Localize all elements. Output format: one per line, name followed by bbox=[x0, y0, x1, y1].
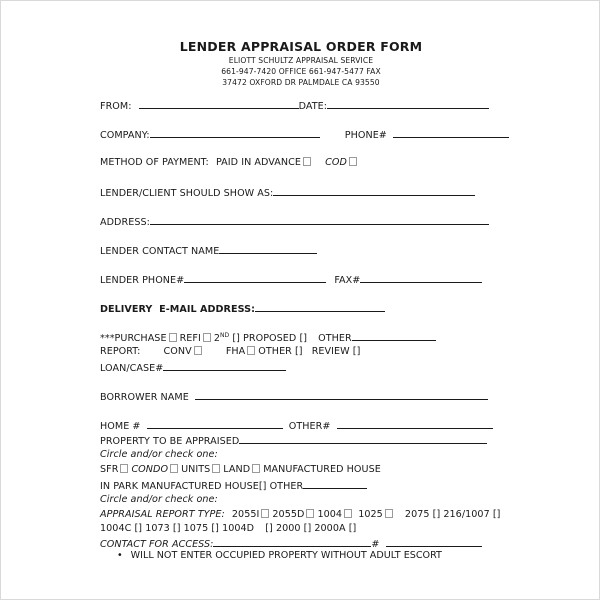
units-label: UNITS bbox=[181, 464, 211, 475]
report-label: REPORT: bbox=[100, 346, 141, 357]
type-1075-checkbox[interactable]: [] bbox=[211, 523, 219, 534]
delivery-email-field[interactable] bbox=[255, 302, 385, 312]
other-num-field[interactable] bbox=[337, 419, 493, 429]
manufactured-label: MANUFACTURED HOUSE bbox=[263, 464, 381, 475]
type-1004c-checkbox[interactable]: [] bbox=[134, 523, 143, 534]
type-1004-checkbox[interactable] bbox=[344, 509, 352, 518]
company-address: 37472 OXFORD DR PALMDALE CA 93550 bbox=[222, 78, 380, 87]
condo-checkbox[interactable] bbox=[170, 464, 178, 473]
in-park-row bbox=[100, 479, 367, 492]
escort-note-text: WILL NOT ENTER OCCUPIED PROPERTY WITHOUT ADULT ESCORT bbox=[130, 550, 442, 561]
purchase-checkbox[interactable] bbox=[169, 333, 177, 342]
address-field[interactable] bbox=[150, 215, 489, 225]
lender-phone-fax-row bbox=[100, 273, 482, 286]
review-checkbox[interactable]: [] bbox=[352, 346, 361, 357]
second-checkbox[interactable]: [] bbox=[232, 333, 240, 344]
second-sup: ND bbox=[220, 331, 230, 339]
fax-field[interactable] bbox=[360, 273, 482, 283]
type-2000-checkbox[interactable]: [] bbox=[303, 523, 312, 534]
company-label: COMPANY: bbox=[100, 130, 150, 141]
from-field[interactable] bbox=[139, 99, 299, 109]
lender-client-field[interactable] bbox=[273, 186, 475, 196]
type-1073-label: 1073 bbox=[145, 523, 170, 534]
borrower-field[interactable] bbox=[195, 390, 488, 400]
date-label: DATE: bbox=[298, 101, 328, 112]
circle-check-note-1: Circle and/or check one: bbox=[100, 449, 218, 460]
type-2055i-checkbox[interactable] bbox=[261, 509, 269, 518]
type-2075-label: 2075 bbox=[404, 509, 430, 520]
report-type-row-2 bbox=[100, 523, 356, 534]
phone-field[interactable] bbox=[393, 128, 509, 138]
bullet-icon: • bbox=[117, 550, 123, 561]
cod-label: COD bbox=[325, 157, 347, 168]
from-label: FROM: bbox=[100, 101, 132, 112]
fax-label: FAX# bbox=[334, 275, 361, 286]
property-other-field[interactable] bbox=[303, 479, 367, 489]
fha-label: FHA bbox=[225, 346, 246, 357]
lender-phone-label: LENDER PHONE# bbox=[100, 275, 185, 286]
contact-access-label: CONTACT FOR ACCESS: bbox=[100, 539, 214, 550]
phone-label: PHONE# bbox=[344, 130, 387, 141]
cod-checkbox[interactable] bbox=[349, 157, 357, 166]
loan-case-field[interactable] bbox=[163, 361, 286, 371]
second-label: 2 bbox=[213, 333, 221, 344]
payment-row bbox=[100, 157, 360, 168]
property-field[interactable] bbox=[239, 434, 487, 444]
sfr-checkbox[interactable] bbox=[120, 464, 128, 473]
home-other-row bbox=[100, 419, 493, 432]
company-name: ELIOTT SCHULTZ APPRAISAL SERVICE bbox=[228, 56, 374, 65]
company-field[interactable] bbox=[150, 128, 320, 138]
review-label: REVIEW bbox=[311, 346, 350, 357]
property-other-label: OTHER bbox=[269, 481, 304, 492]
other-num-label: OTHER# bbox=[288, 421, 331, 432]
loan-purpose-row bbox=[100, 331, 436, 344]
contact-number-field[interactable] bbox=[386, 537, 482, 547]
condo-label: CONDO bbox=[131, 464, 169, 475]
type-2055d-label: 2055D bbox=[272, 509, 305, 520]
fha-checkbox[interactable] bbox=[247, 346, 255, 355]
method-payment-label: METHOD OF PAYMENT: bbox=[100, 157, 209, 168]
type-1004-label: 1004 bbox=[317, 509, 343, 520]
report-other-checkbox[interactable]: [] bbox=[295, 346, 303, 357]
date-field[interactable] bbox=[327, 99, 489, 109]
lender-client-label: LENDER/CLIENT SHOULD SHOW AS: bbox=[100, 188, 274, 199]
report-row bbox=[100, 346, 360, 357]
type-216-1007-checkbox[interactable]: [] bbox=[492, 509, 501, 520]
type-1004d-checkbox[interactable]: [] bbox=[265, 523, 273, 534]
home-field[interactable] bbox=[147, 419, 283, 429]
type-2055d-checkbox[interactable] bbox=[306, 509, 314, 518]
report-other-label: OTHER bbox=[258, 346, 292, 357]
loan-case-row bbox=[100, 361, 286, 374]
purchase-label: ***PURCHASE bbox=[100, 333, 167, 344]
contact-access-field[interactable] bbox=[213, 537, 371, 547]
address-label: ADDRESS: bbox=[100, 217, 150, 228]
lender-contact-label: LENDER CONTACT NAME bbox=[100, 246, 220, 257]
purpose-other-field[interactable] bbox=[352, 331, 436, 341]
type-2000-label: 2000 bbox=[275, 523, 301, 534]
proposed-label: PROPOSED bbox=[243, 333, 297, 344]
loan-case-label: LOAN/CASE# bbox=[100, 363, 164, 374]
lender-client-row bbox=[100, 186, 475, 199]
borrower-row bbox=[100, 390, 488, 403]
type-2075-checkbox[interactable]: [] bbox=[432, 509, 441, 520]
type-1073-checkbox[interactable]: [] bbox=[172, 523, 181, 534]
type-1025-checkbox[interactable] bbox=[385, 509, 393, 518]
address-row bbox=[100, 215, 489, 228]
home-label: HOME # bbox=[100, 421, 141, 432]
in-park-checkbox[interactable]: [] bbox=[258, 481, 267, 492]
refi-label: REFI bbox=[179, 333, 201, 344]
property-row bbox=[100, 434, 487, 447]
lender-contact-field[interactable] bbox=[219, 244, 317, 254]
delivery-email-row bbox=[100, 302, 385, 315]
paid-in-advance-checkbox[interactable] bbox=[303, 157, 311, 166]
property-label: PROPERTY TO BE APPRAISED bbox=[100, 436, 240, 447]
conv-label: CONV bbox=[163, 346, 192, 357]
lender-phone-field[interactable] bbox=[184, 273, 326, 283]
contact-access-row bbox=[100, 537, 482, 550]
land-label: LAND bbox=[223, 464, 251, 475]
type-2000a-checkbox[interactable]: [] bbox=[348, 523, 357, 534]
purpose-other-label: OTHER bbox=[318, 333, 352, 344]
type-1025-label: 1025 bbox=[358, 509, 383, 520]
circle-check-note-2: Circle and/or check one: bbox=[100, 494, 218, 505]
type-2000a-label: 2000A bbox=[314, 523, 346, 534]
company-phone-row bbox=[100, 128, 509, 141]
type-1004d-label: 1004D bbox=[222, 523, 255, 534]
escort-note bbox=[117, 550, 442, 561]
report-type-row-1 bbox=[100, 509, 500, 520]
lender-contact-row bbox=[100, 244, 317, 257]
property-type-row bbox=[100, 464, 381, 475]
contact-hash-label: # bbox=[371, 539, 380, 550]
form-title: LENDER APPRAISAL ORDER FORM bbox=[179, 39, 423, 54]
report-type-label: APPRAISAL REPORT TYPE: bbox=[100, 509, 225, 520]
conv-checkbox[interactable] bbox=[194, 346, 202, 355]
refi-checkbox[interactable] bbox=[203, 333, 211, 342]
in-park-label: IN PARK MANUFACTURED HOUSE bbox=[100, 481, 259, 492]
delivery-email-label: DELIVERY E-MAIL ADDRESS: bbox=[100, 304, 255, 315]
type-216-1007-label: 216/1007 bbox=[443, 509, 490, 520]
sfr-label: SFR bbox=[100, 464, 119, 475]
proposed-checkbox[interactable]: [] bbox=[299, 333, 308, 344]
type-1075-label: 1075 bbox=[183, 523, 209, 534]
borrower-label: BORROWER NAME bbox=[100, 392, 189, 403]
type-1004c-label: 1004C bbox=[100, 523, 132, 534]
from-date-row bbox=[100, 99, 489, 112]
company-phones: 661-947-7420 OFFICE 661-947-5477 FAX bbox=[221, 67, 381, 76]
paid-in-advance-label: PAID IN ADVANCE bbox=[215, 157, 301, 168]
units-checkbox[interactable] bbox=[212, 464, 220, 473]
land-checkbox[interactable] bbox=[252, 464, 260, 473]
type-2055i-label: 2055I bbox=[231, 509, 260, 520]
